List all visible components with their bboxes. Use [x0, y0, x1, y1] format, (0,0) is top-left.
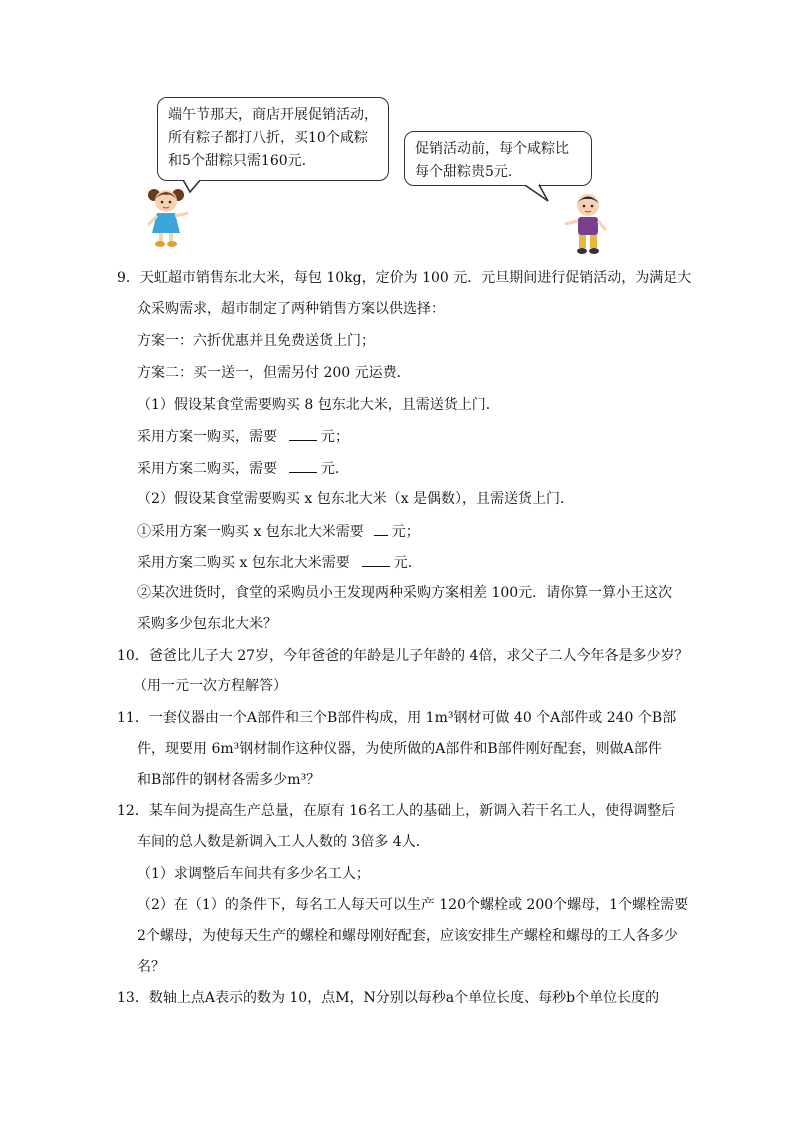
q9-part-2-q2-line-2: 采购多少包东北大米？ — [137, 616, 277, 632]
bubble-left-line2: 所有粽子都打八折，买10个咸粽 — [168, 130, 368, 146]
q9-line-1 — [117, 268, 691, 288]
q10-line-2: （用一元一次方程解答） — [133, 678, 287, 694]
q9-part-1: （1）假设某食堂需要购买 8 包东北大米，且需送货上门． — [137, 397, 500, 413]
q12-part-1: （1）求调整后车间共有多少名工人； — [137, 866, 370, 882]
answer-blank[interactable] — [289, 458, 317, 473]
speech-bubble-right — [404, 131, 592, 186]
q9-p1s1-unit: 元； — [321, 429, 349, 445]
q13-line-1 — [117, 988, 659, 1008]
q12-number: 12． — [117, 803, 149, 819]
q9-p1s2-unit: 元． — [321, 461, 349, 477]
q11-text-1: 一套仪器由一个A部件和三个B部件构成，用 1m³钢材可做 40 个A部件或 240 个B部 — [148, 710, 677, 726]
q12-text-1: 某车间为提高生产总量，在原有 16名工人的基础上，新调入若干名工人，使得调整后 — [148, 803, 676, 819]
q9-p2s1-unit: 元； — [391, 524, 420, 540]
q9-part-2-scheme-1 — [137, 521, 420, 542]
bubble-right-line1: 促销活动前，每个咸粽比 — [415, 141, 569, 157]
q10-line-1 — [117, 646, 688, 666]
q12-part-2-line-3: 名？ — [137, 959, 165, 975]
q9-part-1-scheme-1 — [137, 426, 349, 447]
q13-number: 13． — [117, 990, 149, 1006]
bubble-right-line2: 每个甜粽贵5元. — [415, 164, 513, 180]
answer-blank[interactable] — [289, 426, 317, 441]
girl-cartoon-image — [140, 183, 192, 249]
q9-line-2: 众采购需求，超市制定了两种销售方案以供选择： — [137, 301, 445, 317]
q9-p2s2-text: 采用方案二购买 x 包东北大米需要 — [137, 555, 350, 571]
q9-p2s2-unit: 元． — [393, 555, 422, 571]
bubble-right-tail — [520, 183, 554, 203]
q9-text-1: 天虹超市销售东北大米，每包 10kg，定价为 100 元．元旦期间进行促销活动，为满足大 — [139, 270, 692, 286]
q12-part-2-line-2: 2个螺母，为使每天生产的螺栓和螺母刚好配套，应该安排生产螺栓和螺母的工人各多少 — [137, 928, 678, 944]
bubble-left-line1: 端午节那天，商店开展促销活动， — [168, 107, 378, 123]
q9-scheme-1: 方案一：六折优惠并且免费送货上门； — [137, 333, 375, 349]
q11-line-3: 和B部件的钢材各需多少m³？ — [137, 772, 321, 788]
q12-part-2-line-1: （2）在（1）的条件下，每名工人每天可以生产 120个螺栓或 200个螺母，1个螺栓需要 — [137, 897, 689, 913]
q9-part-1-scheme-2 — [137, 458, 349, 479]
q12-line-2: 车间的总人数是新调入工人人数的 3倍多 4人． — [137, 834, 430, 850]
boy-cartoon-image — [562, 190, 612, 256]
answer-blank[interactable] — [362, 552, 390, 567]
q11-number: 11． — [117, 710, 149, 726]
q13-text-1: 数轴上点A表示的数为 10，点M，N分别以每秒a个单位长度、每秒b个单位长度的 — [148, 990, 660, 1006]
q9-part-2: （2）假设某食堂需要购买 x 包东北大米（x 是偶数），且需送货上门． — [137, 491, 575, 507]
q10-number: 10． — [117, 648, 149, 664]
q11-line-2: 件，现要用 6m³钢材制作这种仪器，为使所做的A部件和B部件刚好配套，则做A部件 — [137, 741, 662, 757]
speech-bubble-left — [157, 97, 389, 181]
q9-p1s2-text: 采用方案二购买，需要 — [137, 461, 277, 477]
q9-part-2-q2-line-1: ②某次进货时，食堂的采购员小王发现两种采购方案相差 100元．请你算一算小王这次 — [137, 585, 673, 601]
q10-text-1: 爸爸比儿子大 27岁，今年爸爸的年龄是儿子年龄的 4倍，求父子二人今年各是多少岁？ — [148, 648, 689, 664]
q12-line-1 — [117, 801, 675, 821]
q9-p1s1-text: 采用方案一购买，需要 — [137, 429, 277, 445]
q9-p2s1-text: ①采用方案一购买 x 包东北大米需要 — [137, 524, 364, 540]
q9-scheme-2: 方案二：买一送一，但需另付 200 元运费． — [137, 365, 411, 381]
q11-line-1 — [117, 708, 676, 728]
bubble-left-line3: 和5个甜粽只需160元. — [168, 153, 307, 169]
answer-blank[interactable] — [374, 521, 388, 536]
q9-part-2-scheme-2 — [137, 552, 422, 573]
q9-number: 9． — [117, 270, 140, 286]
